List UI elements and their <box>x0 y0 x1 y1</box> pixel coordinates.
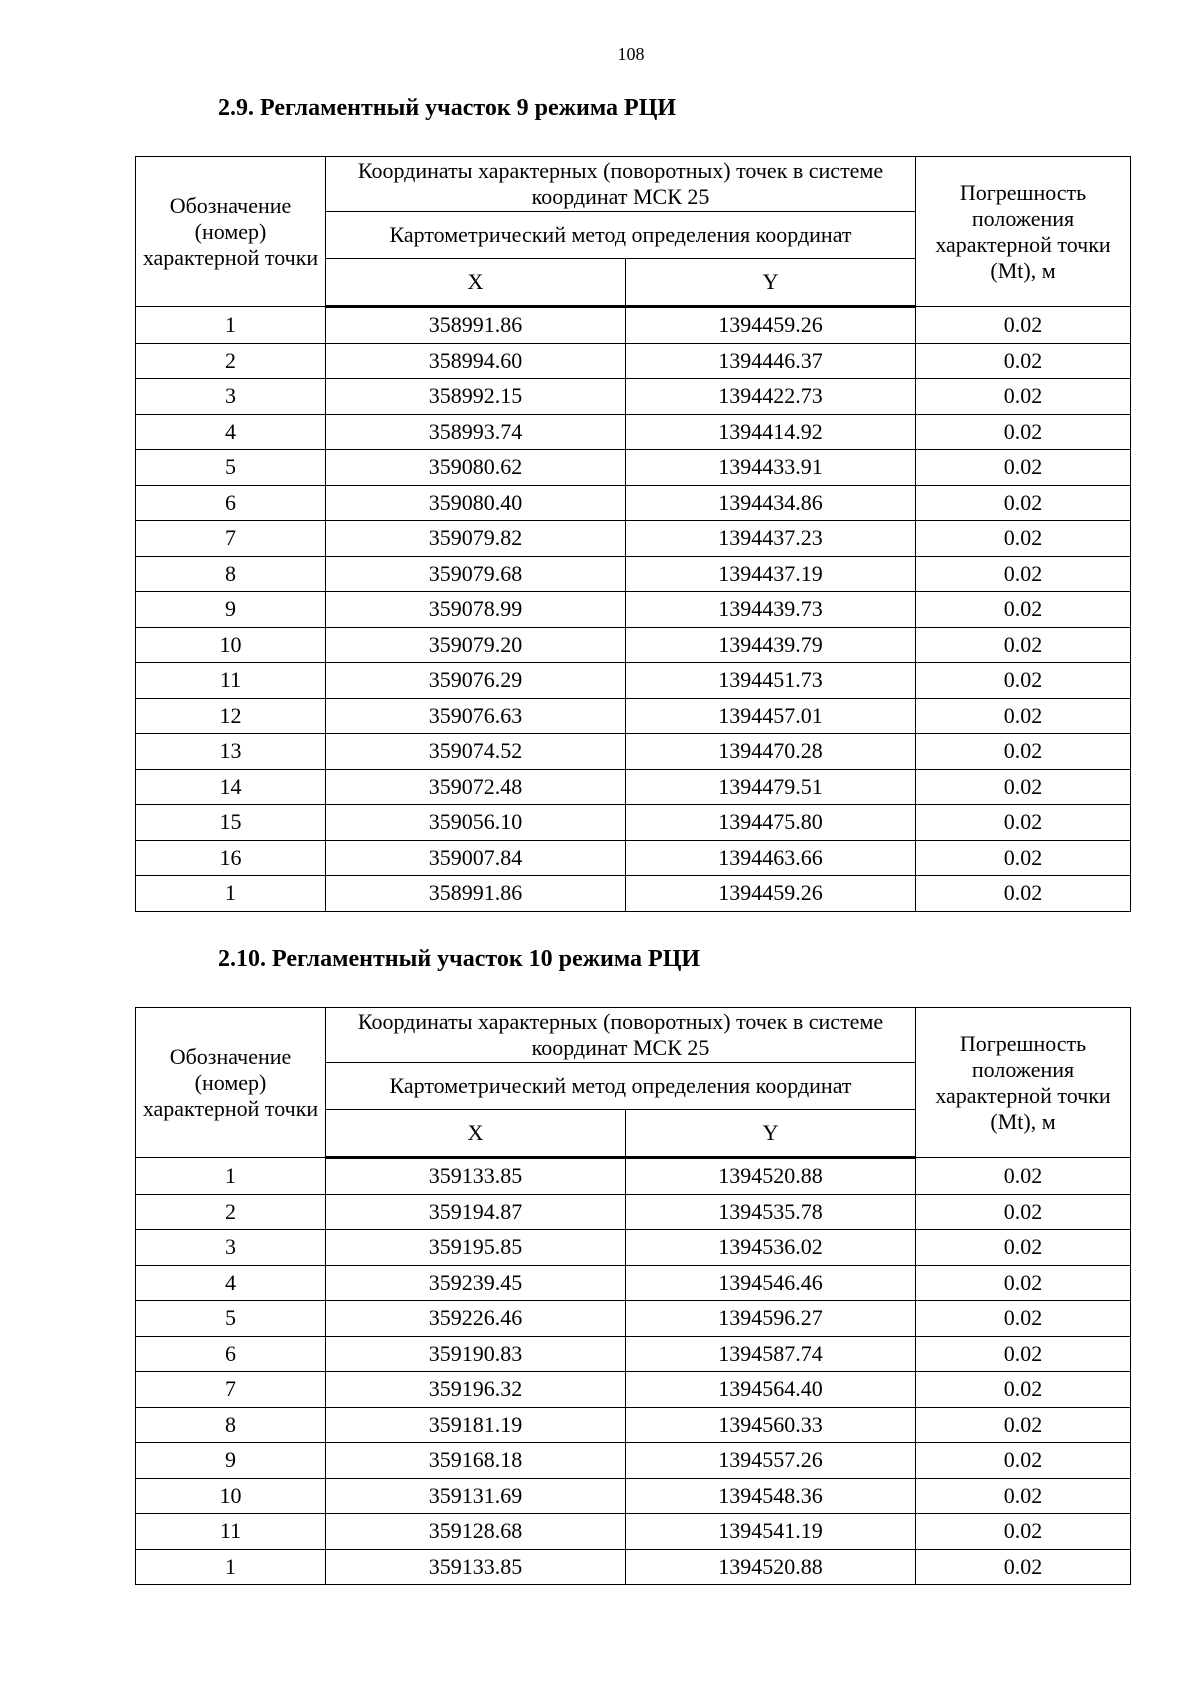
y-coordinate-cell: 1394414.92 <box>626 414 916 450</box>
x-coordinate-cell: 359195.85 <box>326 1230 626 1266</box>
x-coordinate-cell: 359196.32 <box>326 1372 626 1408</box>
x-coordinate-cell: 359194.87 <box>326 1194 626 1230</box>
error-value-cell: 0.02 <box>916 1230 1131 1266</box>
header-coords-label: Координаты характерных (поворотных) точек в системе координат МСК 25 <box>326 157 916 212</box>
point-number-cell: 15 <box>136 805 326 841</box>
x-coordinate-cell: 359007.84 <box>326 840 626 876</box>
table-row <box>136 521 1131 557</box>
point-number-cell: 1 <box>136 1158 326 1195</box>
x-coordinate-cell: 359226.46 <box>326 1301 626 1337</box>
x-coordinate-cell: 359131.69 <box>326 1478 626 1514</box>
error-value-cell: 0.02 <box>916 840 1131 876</box>
error-value-cell: 0.02 <box>916 1478 1131 1514</box>
y-coordinate-cell: 1394541.19 <box>626 1514 916 1550</box>
point-number-cell: 12 <box>136 698 326 734</box>
error-value-cell: 0.02 <box>916 379 1131 415</box>
x-coordinate-cell: 359239.45 <box>326 1265 626 1301</box>
y-coordinate-cell: 1394564.40 <box>626 1372 916 1408</box>
error-value-cell: 0.02 <box>916 627 1131 663</box>
coordinates-table-section-10 <box>135 1007 1131 1585</box>
error-value-cell: 0.02 <box>916 307 1131 344</box>
point-number-cell: 14 <box>136 769 326 805</box>
error-value-cell: 0.02 <box>916 343 1131 379</box>
point-number-cell: 2 <box>136 343 326 379</box>
y-coordinate-cell: 1394560.33 <box>626 1407 916 1443</box>
error-value-cell: 0.02 <box>916 1158 1131 1195</box>
point-number-cell: 9 <box>136 1443 326 1479</box>
error-value-cell: 0.02 <box>916 734 1131 770</box>
point-number-cell: 6 <box>136 1336 326 1372</box>
table-row <box>136 1514 1131 1550</box>
x-coordinate-cell: 359133.85 <box>326 1158 626 1195</box>
error-value-cell: 0.02 <box>916 769 1131 805</box>
x-coordinate-cell: 359080.62 <box>326 450 626 486</box>
y-coordinate-cell: 1394520.88 <box>626 1549 916 1585</box>
point-number-cell: 8 <box>136 1407 326 1443</box>
error-value-cell: 0.02 <box>916 592 1131 628</box>
table-row <box>136 769 1131 805</box>
header-point-label: Обозначение (номер) характерной точки <box>136 1008 326 1158</box>
error-value-cell: 0.02 <box>916 1265 1131 1301</box>
table-row <box>136 556 1131 592</box>
table-row <box>136 1549 1131 1585</box>
x-coordinate-cell: 359076.63 <box>326 698 626 734</box>
header-method-label: Картометрический метод определения координат <box>326 212 916 259</box>
y-coordinate-cell: 1394557.26 <box>626 1443 916 1479</box>
point-number-cell: 9 <box>136 592 326 628</box>
y-coordinate-cell: 1394596.27 <box>626 1301 916 1337</box>
x-coordinate-cell: 358993.74 <box>326 414 626 450</box>
y-coordinate-cell: 1394434.86 <box>626 485 916 521</box>
table-row <box>136 627 1131 663</box>
y-coordinate-cell: 1394587.74 <box>626 1336 916 1372</box>
header-coords-label: Координаты характерных (поворотных) точек в системе координат МСК 25 <box>326 1008 916 1063</box>
point-number-cell: 4 <box>136 414 326 450</box>
x-coordinate-cell: 359128.68 <box>326 1514 626 1550</box>
y-coordinate-cell: 1394463.66 <box>626 840 916 876</box>
y-coordinate-cell: 1394470.28 <box>626 734 916 770</box>
table-row <box>136 734 1131 770</box>
point-number-cell: 8 <box>136 556 326 592</box>
header-y-label: Y <box>626 259 916 307</box>
table-row <box>136 1407 1131 1443</box>
x-coordinate-cell: 358991.86 <box>326 876 626 912</box>
table-row <box>136 1265 1131 1301</box>
x-coordinate-cell: 358992.15 <box>326 379 626 415</box>
x-coordinate-cell: 359079.20 <box>326 627 626 663</box>
y-coordinate-cell: 1394520.88 <box>626 1158 916 1195</box>
table-row <box>136 450 1131 486</box>
point-number-cell: 1 <box>136 1549 326 1585</box>
y-coordinate-cell: 1394451.73 <box>626 663 916 699</box>
header-x-label: X <box>326 259 626 307</box>
error-value-cell: 0.02 <box>916 521 1131 557</box>
point-number-cell: 4 <box>136 1265 326 1301</box>
x-coordinate-cell: 358994.60 <box>326 343 626 379</box>
table-row <box>136 592 1131 628</box>
y-coordinate-cell: 1394433.91 <box>626 450 916 486</box>
error-value-cell: 0.02 <box>916 805 1131 841</box>
table-row <box>136 1301 1131 1337</box>
table-row <box>136 307 1131 344</box>
y-coordinate-cell: 1394457.01 <box>626 698 916 734</box>
point-number-cell: 5 <box>136 450 326 486</box>
x-coordinate-cell: 359078.99 <box>326 592 626 628</box>
point-number-cell: 16 <box>136 840 326 876</box>
y-coordinate-cell: 1394546.46 <box>626 1265 916 1301</box>
point-number-cell: 11 <box>136 1514 326 1550</box>
point-number-cell: 3 <box>136 379 326 415</box>
y-coordinate-cell: 1394439.73 <box>626 592 916 628</box>
error-value-cell: 0.02 <box>916 698 1131 734</box>
table-row <box>136 1194 1131 1230</box>
table-row <box>136 698 1131 734</box>
error-value-cell: 0.02 <box>916 556 1131 592</box>
coordinates-table-section-9 <box>135 156 1131 912</box>
y-coordinate-cell: 1394536.02 <box>626 1230 916 1266</box>
x-coordinate-cell: 359079.68 <box>326 556 626 592</box>
error-value-cell: 0.02 <box>916 485 1131 521</box>
table-row <box>136 805 1131 841</box>
header-error-label: Погрешность положения характерной точки (Mt), м <box>916 157 1131 307</box>
x-coordinate-cell: 359079.82 <box>326 521 626 557</box>
table-row <box>136 840 1131 876</box>
y-coordinate-cell: 1394479.51 <box>626 769 916 805</box>
point-number-cell: 3 <box>136 1230 326 1266</box>
table-row <box>136 1372 1131 1408</box>
table-row <box>136 1336 1131 1372</box>
error-value-cell: 0.02 <box>916 1407 1131 1443</box>
x-coordinate-cell: 358991.86 <box>326 307 626 344</box>
error-value-cell: 0.02 <box>916 1336 1131 1372</box>
table-row <box>136 663 1131 699</box>
error-value-cell: 0.02 <box>916 1443 1131 1479</box>
error-value-cell: 0.02 <box>916 663 1131 699</box>
x-coordinate-cell: 359181.19 <box>326 1407 626 1443</box>
x-coordinate-cell: 359072.48 <box>326 769 626 805</box>
y-coordinate-cell: 1394437.23 <box>626 521 916 557</box>
table-row <box>136 1478 1131 1514</box>
point-number-cell: 13 <box>136 734 326 770</box>
table-row <box>136 343 1131 379</box>
point-number-cell: 1 <box>136 307 326 344</box>
error-value-cell: 0.02 <box>916 1301 1131 1337</box>
header-x-label: X <box>326 1110 626 1158</box>
error-value-cell: 0.02 <box>916 1372 1131 1408</box>
error-value-cell: 0.02 <box>916 1514 1131 1550</box>
table-row <box>136 414 1131 450</box>
y-coordinate-cell: 1394439.79 <box>626 627 916 663</box>
y-coordinate-cell: 1394459.26 <box>626 876 916 912</box>
header-method-label: Картометрический метод определения координат <box>326 1063 916 1110</box>
header-point-label: Обозначение (номер) характерной точки <box>136 157 326 307</box>
x-coordinate-cell: 359080.40 <box>326 485 626 521</box>
table-row <box>136 379 1131 415</box>
table-row <box>136 876 1131 912</box>
x-coordinate-cell: 359168.18 <box>326 1443 626 1479</box>
error-value-cell: 0.02 <box>916 1194 1131 1230</box>
point-number-cell: 11 <box>136 663 326 699</box>
point-number-cell: 1 <box>136 876 326 912</box>
point-number-cell: 5 <box>136 1301 326 1337</box>
y-coordinate-cell: 1394459.26 <box>626 307 916 344</box>
y-coordinate-cell: 1394422.73 <box>626 379 916 415</box>
x-coordinate-cell: 359133.85 <box>326 1549 626 1585</box>
page-number: 108 <box>617 44 645 64</box>
table-row <box>136 485 1131 521</box>
x-coordinate-cell: 359056.10 <box>326 805 626 841</box>
section-title-9: 2.9. Регламентный участок 9 режима РЦИ <box>218 95 677 121</box>
y-coordinate-cell: 1394535.78 <box>626 1194 916 1230</box>
error-value-cell: 0.02 <box>916 414 1131 450</box>
error-value-cell: 0.02 <box>916 1549 1131 1585</box>
y-coordinate-cell: 1394548.36 <box>626 1478 916 1514</box>
error-value-cell: 0.02 <box>916 876 1131 912</box>
point-number-cell: 10 <box>136 1478 326 1514</box>
y-coordinate-cell: 1394446.37 <box>626 343 916 379</box>
x-coordinate-cell: 359074.52 <box>326 734 626 770</box>
point-number-cell: 10 <box>136 627 326 663</box>
point-number-cell: 2 <box>136 1194 326 1230</box>
y-coordinate-cell: 1394437.19 <box>626 556 916 592</box>
point-number-cell: 7 <box>136 1372 326 1408</box>
x-coordinate-cell: 359076.29 <box>326 663 626 699</box>
table-row <box>136 1443 1131 1479</box>
point-number-cell: 6 <box>136 485 326 521</box>
table-row <box>136 1158 1131 1195</box>
point-number-cell: 7 <box>136 521 326 557</box>
header-y-label: Y <box>626 1110 916 1158</box>
error-value-cell: 0.02 <box>916 450 1131 486</box>
table-row <box>136 1230 1131 1266</box>
section-title-10: 2.10. Регламентный участок 10 режима РЦИ <box>218 946 701 972</box>
x-coordinate-cell: 359190.83 <box>326 1336 626 1372</box>
y-coordinate-cell: 1394475.80 <box>626 805 916 841</box>
header-error-label: Погрешность положения характерной точки (Mt), м <box>916 1008 1131 1158</box>
